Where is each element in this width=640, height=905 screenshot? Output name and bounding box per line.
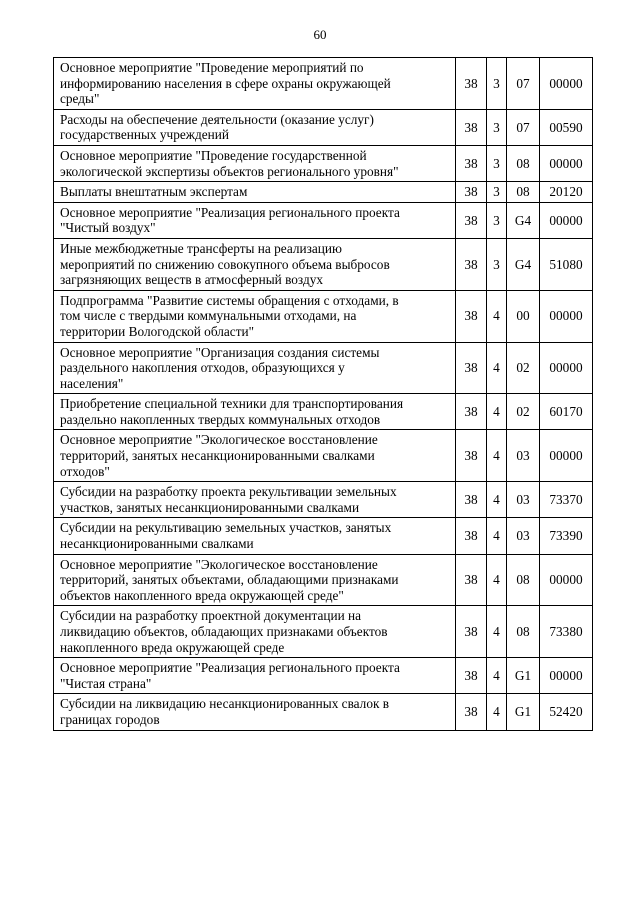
ministry-code-cell: 38	[456, 482, 487, 518]
program-code-cell: 4	[487, 430, 507, 482]
description-line: "Чистый воздух"	[60, 220, 156, 236]
description-line: среды"	[60, 91, 100, 107]
expense-code-cell: 73370	[540, 482, 593, 518]
description-line: загрязняющих веществ в атмосферный воздух	[60, 272, 324, 288]
description-line: Основное мероприятие "Экологическое восстановление	[60, 432, 378, 448]
description-line: Основное мероприятие "Реализация регионального проекта	[60, 660, 400, 676]
description-line: том числе с твердыми коммунальными отходами, на	[60, 308, 357, 324]
expense-code-cell: 51080	[540, 238, 593, 290]
expense-code-cell: 00000	[540, 430, 593, 482]
description-line: Выплаты внештатным экспертам	[60, 184, 248, 200]
ministry-code-cell: 38	[456, 342, 487, 394]
program-code-cell: 3	[487, 238, 507, 290]
description-line: раздельного накопления отходов, образующихся у	[60, 360, 345, 376]
description-cell	[54, 554, 456, 606]
table-row	[54, 606, 593, 658]
table-row	[54, 290, 593, 342]
expense-code-cell: 60170	[540, 394, 593, 430]
subprogram-code-cell: G4	[507, 202, 540, 238]
description-line: Основное мероприятие "Проведение мероприятий по	[60, 60, 364, 75]
table-row	[54, 694, 593, 730]
description-line: государственных учреждений	[60, 127, 229, 143]
description-line: Субсидии на рекультивацию земельных участков, занятых	[60, 520, 392, 536]
ministry-code-cell: 38	[456, 518, 487, 554]
description-cell	[54, 342, 456, 394]
description-cell	[54, 238, 456, 290]
table-row	[54, 394, 593, 430]
program-code-cell: 4	[487, 394, 507, 430]
subprogram-code-cell: 02	[507, 342, 540, 394]
description-cell	[54, 658, 456, 694]
table-row	[54, 145, 593, 181]
table-row	[54, 182, 593, 203]
description-line: Иные межбюджетные трансферты на реализацию	[60, 240, 342, 256]
expense-code-cell: 00000	[540, 554, 593, 606]
table-row	[54, 238, 593, 290]
description-cell	[54, 290, 456, 342]
expense-code-cell: 00000	[540, 58, 593, 110]
program-code-cell: 4	[487, 482, 507, 518]
ministry-code-cell: 38	[456, 430, 487, 482]
description-line: Основное мероприятие "Экологическое восстановление	[60, 556, 378, 572]
program-code-cell: 4	[487, 658, 507, 694]
description-line: отходов"	[60, 463, 110, 479]
description-cell	[54, 182, 456, 203]
subprogram-code-cell: 07	[507, 58, 540, 110]
table-row	[54, 482, 593, 518]
program-code-cell: 3	[487, 202, 507, 238]
ministry-code-cell: 38	[456, 606, 487, 658]
subprogram-code-cell: G4	[507, 238, 540, 290]
ministry-code-cell: 38	[456, 694, 487, 730]
expense-code-cell: 52420	[540, 694, 593, 730]
table-row	[54, 430, 593, 482]
ministry-code-cell: 38	[456, 394, 487, 430]
description-cell	[54, 394, 456, 430]
description-line: мероприятий по снижению совокупного объема выбросов	[60, 256, 390, 272]
ministry-code-cell: 38	[456, 238, 487, 290]
expense-code-cell: 20120	[540, 182, 593, 203]
program-code-cell: 3	[487, 58, 507, 110]
expense-code-cell: 00000	[540, 145, 593, 181]
description-line: Подпрограмма "Развитие системы обращения с отходами, в	[60, 292, 399, 308]
description-line: Приобретение специальной техники для транспортирования	[60, 396, 404, 412]
description-line: Субсидии на разработку проектной документации на	[60, 608, 362, 624]
description-cell	[54, 694, 456, 730]
description-cell	[54, 606, 456, 658]
table-row	[54, 342, 593, 394]
ministry-code-cell: 38	[456, 58, 487, 110]
program-code-cell: 4	[487, 606, 507, 658]
ministry-code-cell: 38	[456, 290, 487, 342]
description-cell	[54, 518, 456, 554]
subprogram-code-cell: 00	[507, 290, 540, 342]
table-row	[54, 658, 593, 694]
table-row	[54, 109, 593, 145]
description-line: населения"	[60, 375, 124, 391]
ministry-code-cell: 38	[456, 202, 487, 238]
program-code-cell: 3	[487, 145, 507, 181]
description-cell	[54, 202, 456, 238]
table-row	[54, 58, 593, 110]
table-row	[54, 202, 593, 238]
description-line: Основное мероприятие "Проведение государственной	[60, 147, 367, 163]
description-line: Расходы на обеспечение деятельности (оказание услуг)	[60, 111, 374, 127]
program-code-cell: 4	[487, 290, 507, 342]
description-line: несанкционированными свалками	[60, 536, 254, 552]
subprogram-code-cell: 03	[507, 430, 540, 482]
subprogram-code-cell: 08	[507, 554, 540, 606]
subprogram-code-cell: 03	[507, 518, 540, 554]
description-line: Основное мероприятие "Реализация регионального проекта	[60, 204, 400, 220]
subprogram-code-cell: 03	[507, 482, 540, 518]
expense-code-cell: 00000	[540, 290, 593, 342]
expense-code-cell: 00000	[540, 202, 593, 238]
description-line: Субсидии на ликвидацию несанкционированных свалок в	[60, 696, 390, 712]
description-line: раздельно накопленных твердых коммунальных отходов	[60, 411, 381, 427]
description-line: накопленного вреда окружающей среде	[60, 639, 285, 655]
subprogram-code-cell: 02	[507, 394, 540, 430]
page-number: 60	[313, 27, 327, 42]
description-line: территорий, занятых объектами, обладающими признаками	[60, 572, 399, 588]
program-code-cell: 4	[487, 342, 507, 394]
subprogram-code-cell: G1	[507, 694, 540, 730]
description-line: "Чистая страна"	[60, 675, 152, 691]
program-code-cell: 4	[487, 518, 507, 554]
table-row	[54, 518, 593, 554]
description-line: объектов накопленного вреда окружающей среде"	[60, 587, 344, 603]
description-line: Основное мероприятие "Организация создания системы	[60, 344, 380, 360]
ministry-code-cell: 38	[456, 554, 487, 606]
description-cell	[54, 109, 456, 145]
subprogram-code-cell: 08	[507, 145, 540, 181]
description-line: информированию населения в сфере охраны окружающей	[60, 75, 391, 91]
description-line: территории Вологодской области"	[60, 323, 255, 339]
description-line: Субсидии на разработку проекта рекультивации земельных	[60, 484, 397, 500]
program-code-cell: 3	[487, 182, 507, 203]
subprogram-code-cell: G1	[507, 658, 540, 694]
subprogram-code-cell: 07	[507, 109, 540, 145]
expense-code-cell: 73390	[540, 518, 593, 554]
expense-code-cell: 00000	[540, 658, 593, 694]
ministry-code-cell: 38	[456, 109, 487, 145]
ministry-code-cell: 38	[456, 658, 487, 694]
expense-code-cell: 73380	[540, 606, 593, 658]
description-line: экологической экспертизы объектов регионального уровня"	[60, 163, 399, 179]
description-line: участков, занятых несанкционированными свалками	[60, 499, 360, 515]
table-row	[54, 554, 593, 606]
program-code-cell: 3	[487, 109, 507, 145]
ministry-code-cell: 38	[456, 182, 487, 203]
ministry-code-cell: 38	[456, 145, 487, 181]
description-cell	[54, 58, 456, 110]
program-code-cell: 4	[487, 694, 507, 730]
description-line: границах городов	[60, 711, 160, 727]
expense-code-cell: 00590	[540, 109, 593, 145]
subprogram-code-cell: 08	[507, 606, 540, 658]
expense-code-cell: 00000	[540, 342, 593, 394]
description-cell	[54, 430, 456, 482]
budget-classification-table	[53, 57, 593, 731]
subprogram-code-cell: 08	[507, 182, 540, 203]
description-cell	[54, 145, 456, 181]
description-line: ликвидацию объектов, обладающих признаками объектов	[60, 624, 388, 639]
program-code-cell: 4	[487, 554, 507, 606]
description-cell	[54, 482, 456, 518]
description-line: территорий, занятых несанкционированными свалками	[60, 448, 375, 464]
